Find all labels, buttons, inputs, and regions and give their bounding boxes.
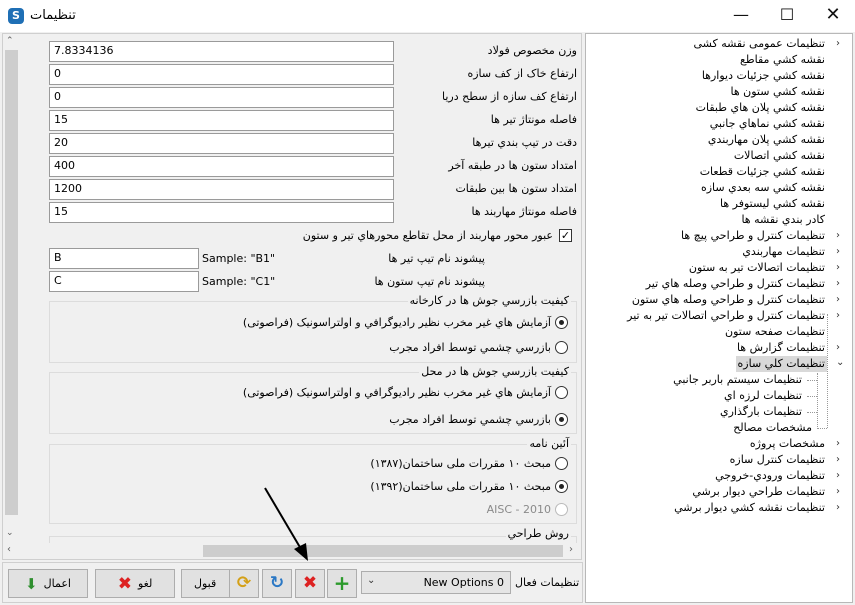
tree-connector <box>827 314 828 428</box>
install-icon: ⬇ <box>25 574 38 593</box>
tree-connector <box>807 396 817 397</box>
refresh-color-icon[interactable]: ⟳ <box>229 569 259 598</box>
active-settings-combo[interactable] <box>361 571 511 594</box>
tree-item-project-info[interactable]: مشخصات پروژه <box>749 437 825 450</box>
ok-button-label: قبول <box>194 577 217 590</box>
active-settings-value: New Options 0 <box>423 576 504 589</box>
beam-prefix-field[interactable]: B <box>49 248 199 269</box>
column-top-extension-label: امتداد ستون ها در طبقه آخر <box>448 159 577 172</box>
apply-button[interactable] <box>8 569 88 598</box>
tree-item-bracing[interactable]: تنظيمات مهاربندي <box>742 245 825 258</box>
site-weld-inspection-title: كيفيت بازرسي جوش ها در محل <box>421 365 569 378</box>
tree-connector <box>817 428 827 429</box>
expand-icon[interactable]: › <box>836 246 840 257</box>
column-prefix-field[interactable]: C <box>49 271 199 292</box>
title-bar <box>0 0 855 32</box>
active-settings-label: تنظیمات فعال <box>515 576 580 589</box>
tree-item-floor-plans[interactable]: نقشه كشي پلان هاي طبقات <box>695 101 825 114</box>
factory-visual-radio[interactable] <box>555 341 568 354</box>
code-1392-label: مبحث ۱۰ مقررات ملی ساختمان(۱۳۹۲) <box>370 480 551 493</box>
tree-item-bolt-design[interactable]: تنظيمات كنترل و طراحي پيچ ها <box>680 229 825 242</box>
expand-icon[interactable]: › <box>836 502 840 513</box>
expand-icon[interactable]: › <box>836 454 840 465</box>
settings-panel <box>2 33 582 560</box>
expand-icon[interactable]: › <box>836 278 840 289</box>
tree-item-materials[interactable]: مشخصات مصالح <box>733 421 812 434</box>
site-ndt-radio[interactable] <box>555 386 568 399</box>
scroll-right-icon[interactable]: › <box>569 544 573 555</box>
apply-button-label: اعمال <box>43 577 71 590</box>
tree-item-base-plate[interactable]: تنظيمات صفحه ستون <box>725 325 825 338</box>
minimize-icon[interactable]: — <box>733 5 749 24</box>
tree-item-columns[interactable]: نقشه كشي ستون ها <box>730 85 825 98</box>
tree-item-lateral-system[interactable]: تنظيمات سيستم باربر جانبي <box>673 373 802 386</box>
code-aisc-radio <box>555 503 568 516</box>
tree-item-3d-structure[interactable]: نقشه كشي سه بعدي سازه <box>700 181 825 194</box>
beam-prefix-sample: Sample: "B1" <box>202 252 276 265</box>
tree-item-structure-control[interactable]: تنظيمات كنترل سازه <box>729 453 825 466</box>
cancel-button-label: لغو <box>137 577 153 590</box>
app-icon: S <box>8 8 24 24</box>
factory-ndt-label: آزمايش هاي غير مخرب نظير راديوگرافي و اولتراسونيک (فراصوتی) <box>242 316 551 329</box>
window-title: تنظیمات <box>30 8 76 23</box>
expand-icon[interactable]: › <box>836 486 840 497</box>
column-prefix-label: پيشوند نام تيپ ستون ها <box>374 275 485 288</box>
column-prefix-sample: Sample: "C1" <box>202 275 276 288</box>
tree-item-part-details[interactable]: نقشه كشي جزئيات قطعات <box>699 165 825 178</box>
beam-typing-precision-label: دقت در تيپ بندي تيرها <box>472 136 577 149</box>
tree-item-side-views[interactable]: نقشه كشي نماهاي جانبي <box>709 117 825 130</box>
factory-weld-inspection-title: كيفيت بازرسي جوش ها در كارخانه <box>409 294 569 307</box>
tree-item-sections[interactable]: نقشه كشي مقاطع <box>740 53 825 66</box>
expand-icon[interactable]: › <box>836 470 840 481</box>
design-method-title: روش طراحي <box>507 527 569 540</box>
cancel-x-icon: ✖ <box>117 573 132 594</box>
site-ndt-label: آزمايش هاي غير مخرب نظير راديوگرافي و اولتراسونيک (فراصوتی) <box>242 386 551 399</box>
column-story-extension-label: امتداد ستون ها بين طبقات <box>455 182 577 195</box>
factory-ndt-radio[interactable] <box>555 316 568 329</box>
code-1387-radio[interactable] <box>555 457 568 470</box>
factory-visual-label: بازرسي چشمي توسط افراد مجرب <box>389 341 551 354</box>
tree-item-loading[interactable]: تنظيمات بارگذاري <box>719 405 802 418</box>
beam-typing-precision-field[interactable]: 20 <box>49 133 394 154</box>
tree-item-seismic[interactable]: تنظيمات لرزه اي <box>724 389 802 402</box>
add-icon[interactable]: + <box>327 569 357 598</box>
scroll-up-icon[interactable]: ⌃ <box>6 36 14 46</box>
steel-density-field[interactable]: 7.8334136 <box>49 41 394 62</box>
brace-axis-label: عبور محور مهاربند از محل تقاطع محورهاي تير و ستون <box>302 229 553 242</box>
vertical-scrollbar[interactable] <box>3 34 20 543</box>
code-aisc-label: AISC - 2010 <box>486 503 551 516</box>
beam-prefix-label: پيشوند نام تيپ تير ها <box>388 252 485 265</box>
tree-item-beam-column-connections[interactable]: تنظيمات اتصالات تير به ستون <box>688 261 825 274</box>
brace-assembly-gap-field[interactable]: 15 <box>49 202 394 223</box>
maximize-icon[interactable]: ☐ <box>779 5 795 24</box>
tree-item-wall-details[interactable]: نقشه كشي جزئيات ديوارها <box>701 69 825 82</box>
settings-tree <box>585 33 853 603</box>
brace-axis-checkbox[interactable]: ✓ <box>560 229 571 242</box>
expand-icon[interactable]: › <box>836 294 840 305</box>
scroll-down-icon[interactable]: ⌄ <box>6 528 14 538</box>
soil-height-field[interactable]: 0 <box>49 64 394 85</box>
code-1392-radio[interactable] <box>555 480 568 493</box>
annotation-arrow <box>260 485 320 565</box>
expand-icon[interactable]: › <box>836 342 840 353</box>
tree-item-title-block[interactable]: كادر بندي نقشه ها <box>741 213 825 226</box>
delete-icon[interactable]: ✖ <box>295 569 325 598</box>
tree-item-reports[interactable]: تنظيمات گزارش ها <box>736 341 825 354</box>
tree-connector <box>807 380 817 381</box>
expand-icon[interactable]: › <box>836 230 840 241</box>
tree-item-general-structure[interactable]: تنظيمات كلي سازه <box>737 357 825 370</box>
steel-density-label: وزن مخصوص فولاد <box>487 44 577 57</box>
vertical-scroll-thumb[interactable] <box>5 50 18 515</box>
tree-item-column-splices[interactable]: تنظيمات كنترل و طراحي وصله هاي ستون <box>631 293 825 306</box>
scroll-left-icon[interactable]: ‹ <box>7 544 11 555</box>
collapse-icon[interactable]: ⌄ <box>836 357 845 368</box>
sea-level-field[interactable]: 0 <box>49 87 394 108</box>
beam-assembly-gap-label: فاصله مونتاژ تير ها <box>490 113 577 126</box>
tree-item-beam-beam-connections[interactable]: تنظيمات كنترل و طراحي اتصالات تير به تير <box>627 309 825 322</box>
tree-item-shear-wall-design[interactable]: تنظيمات طراحي ديوار برشي <box>692 485 825 498</box>
site-visual-radio[interactable] <box>555 413 568 426</box>
expand-icon[interactable]: › <box>836 438 840 449</box>
design-code-title: آئين نامه <box>529 437 569 450</box>
expand-icon[interactable]: › <box>836 38 840 49</box>
tree-item-stiffeners[interactable]: نقشه كشي ليستوفر ها <box>719 197 825 210</box>
tree-item-general-drawing[interactable]: تنظیمات عمومی نقشه کشی <box>693 37 825 50</box>
bottom-toolbar <box>2 562 583 603</box>
tree-item-connections[interactable]: نقشه كشي اتصالات <box>733 149 825 162</box>
expand-icon[interactable]: › <box>836 262 840 273</box>
tree-item-bracing-plan[interactable]: نقشه كشي پلان مهاربندي <box>707 133 825 146</box>
beam-assembly-gap-field[interactable]: 15 <box>49 110 394 131</box>
site-visual-label: بازرسي چشمي توسط افراد مجرب <box>389 413 551 426</box>
brace-assembly-gap-label: فاصله مونتاژ مهاربند ها <box>471 205 577 218</box>
tree-connector <box>817 373 818 429</box>
close-icon[interactable]: ✕ <box>825 4 841 25</box>
tree-connector <box>807 412 817 413</box>
soil-height-label: ارتفاع خاک از کف سازه <box>467 67 577 80</box>
sea-level-label: ارتفاع کف سازه از سطح دريا <box>442 90 577 103</box>
code-1387-label: مبحث ۱۰ مقررات ملی ساختمان(۱۳۸۷) <box>370 457 551 470</box>
tree-item-beam-splices[interactable]: تنظيمات كنترل و طراحي وصله هاي تير <box>645 277 825 290</box>
column-story-extension-field[interactable]: 1200 <box>49 179 394 200</box>
tree-item-shear-wall-drawing[interactable]: تنظيمات نقشه كشي ديوار برشي <box>674 501 825 514</box>
expand-icon[interactable]: › <box>836 310 840 321</box>
tree-item-input-output[interactable]: تنظيمات ورودي-خروجي <box>715 469 825 482</box>
horizontal-scroll-thumb[interactable] <box>203 545 563 557</box>
chevron-down-icon: ⌄ <box>367 575 376 586</box>
cancel-button[interactable] <box>95 569 175 598</box>
sync-icon[interactable]: ↻ <box>262 569 292 598</box>
column-top-extension-field[interactable]: 400 <box>49 156 394 177</box>
